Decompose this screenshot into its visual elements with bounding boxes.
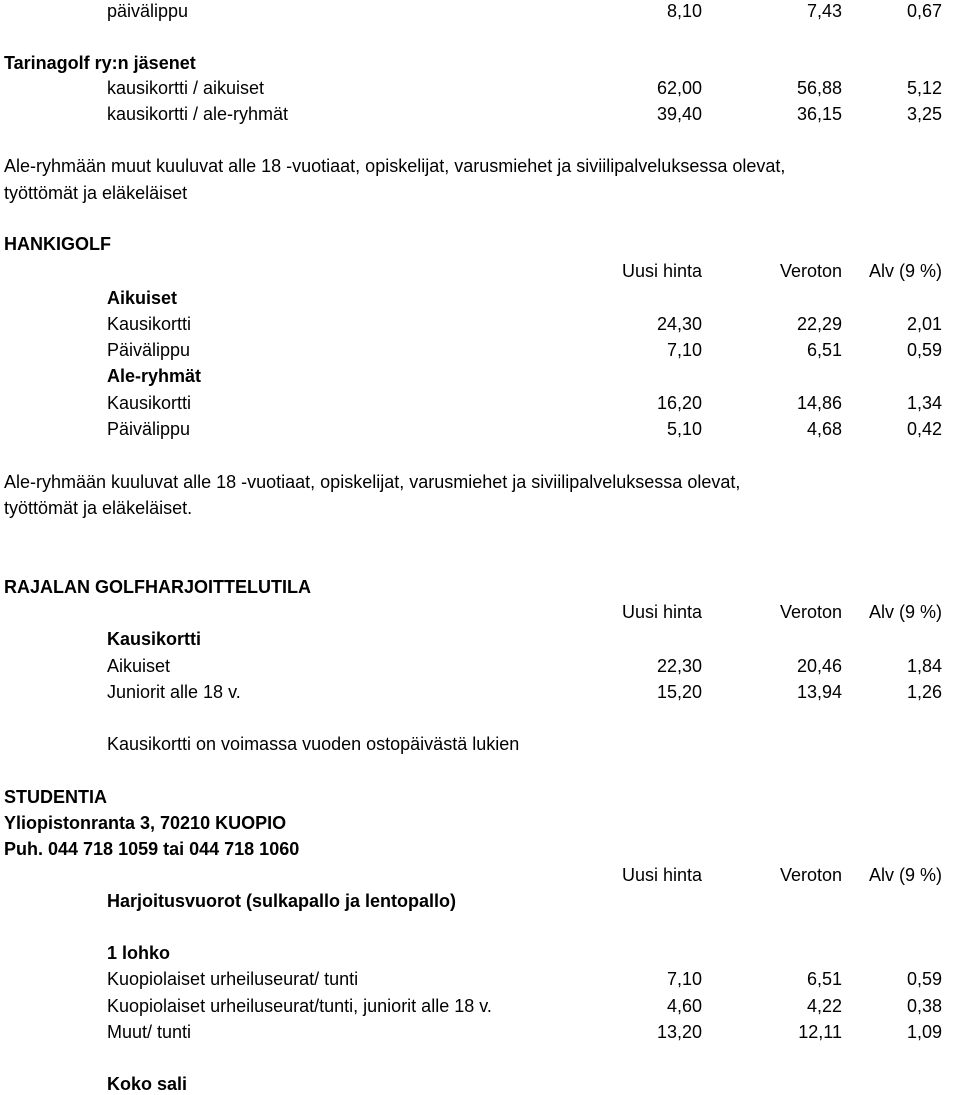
- price-cell: 20,46: [796, 656, 842, 676]
- price-cell: 12,11: [798, 1022, 842, 1042]
- row-label: kausikortti / aikuiset: [107, 78, 265, 98]
- section-heading: HANKIGOLF: [4, 234, 111, 254]
- price-cell: 13,20: [656, 1022, 702, 1042]
- price-cell: 14,86: [796, 393, 842, 413]
- price-cell: 4,60: [666, 996, 702, 1016]
- row-label: Päivälippu: [107, 419, 191, 439]
- price-cell: 24,30: [656, 314, 702, 334]
- row-label: päivälippu: [107, 1, 189, 21]
- price-cell: 4,22: [806, 996, 842, 1016]
- price-cell: 3,25: [906, 104, 942, 124]
- column-header: Uusi hinta: [621, 261, 702, 281]
- row-label: Kausikortti: [107, 314, 192, 334]
- price-cell: 1,26: [906, 682, 942, 702]
- column-header: Alv (9 %): [868, 602, 942, 622]
- section-heading: Kausikortti: [107, 629, 202, 649]
- section-heading: Tarinagolf ry:n jäsenet: [4, 53, 196, 73]
- column-header: Uusi hinta: [621, 602, 702, 622]
- section-heading: 1 lohko: [107, 943, 171, 963]
- section-heading: RAJALAN GOLFHARJOITTELUTILA: [4, 577, 311, 597]
- row-label: Aikuiset: [107, 656, 171, 676]
- section-heading: STUDENTIA: [4, 787, 107, 807]
- row-label: kausikortti / ale-ryhmät: [107, 104, 289, 124]
- price-cell: 16,20: [656, 393, 702, 413]
- column-header: Alv (9 %): [868, 865, 942, 885]
- section-heading: Aikuiset: [107, 288, 178, 308]
- price-cell: 1,09: [906, 1022, 942, 1042]
- row-label: Ale-ryhmään kuuluvat alle 18 -vuotiaat, opiskelijat, varusmiehet ja siviilipalveluksessa olevat,: [4, 472, 741, 492]
- price-cell: 22,29: [796, 314, 842, 334]
- row-label: Päivälippu: [107, 340, 191, 360]
- column-header: Veroton: [779, 865, 842, 885]
- row-label: työttömät ja eläkeläiset.: [4, 498, 193, 518]
- column-header: Alv (9 %): [868, 261, 942, 281]
- row-label: Juniorit alle 18 v.: [107, 682, 241, 702]
- price-cell: 36,15: [796, 104, 842, 124]
- price-cell: 1,34: [906, 393, 942, 413]
- price-cell: 6,51: [806, 969, 842, 989]
- price-cell: 13,94: [796, 682, 842, 702]
- price-cell: 4,68: [806, 419, 842, 439]
- price-cell: 7,10: [666, 340, 702, 360]
- price-cell: 8,10: [666, 1, 702, 21]
- price-cell: 39,40: [656, 104, 702, 124]
- column-header: Veroton: [779, 261, 842, 281]
- price-cell: 2,01: [906, 314, 942, 334]
- price-cell: 0,59: [906, 340, 942, 360]
- section-heading: Ale-ryhmät: [107, 366, 202, 386]
- price-cell: 5,12: [906, 78, 942, 98]
- price-cell: 56,88: [796, 78, 842, 98]
- row-label: Kuopiolaiset urheiluseurat/ tunti: [107, 969, 359, 989]
- row-label: Kuopiolaiset urheiluseurat/tunti, juniorit alle 18 v.: [107, 996, 492, 1016]
- price-cell: 7,43: [806, 1, 842, 21]
- row-label: Muut/ tunti: [107, 1022, 192, 1042]
- section-heading: Harjoitusvuorot (sulkapallo ja lentopallo): [107, 891, 457, 911]
- section-heading: Yliopistonranta 3, 70210 KUOPIO: [4, 813, 287, 833]
- price-cell: 22,30: [656, 656, 702, 676]
- price-cell: 62,00: [656, 78, 702, 98]
- column-header: Uusi hinta: [621, 865, 702, 885]
- row-label: Ale-ryhmään muut kuuluvat alle 18 -vuotiaat, opiskelijat, varusmiehet ja siviilipalveluksessa olevat,: [4, 156, 786, 176]
- price-cell: 1,84: [906, 656, 942, 676]
- section-heading: Koko sali: [107, 1074, 188, 1094]
- price-cell: 0,38: [906, 996, 942, 1016]
- row-label: Kausikortti on voimassa vuoden ostopäivästä lukien: [107, 734, 520, 754]
- price-cell: 7,10: [666, 969, 702, 989]
- price-cell: 15,20: [656, 682, 702, 702]
- price-cell: 0,42: [906, 419, 942, 439]
- row-label: työttömät ja eläkeläiset: [4, 183, 188, 203]
- price-cell: 5,10: [666, 419, 702, 439]
- price-cell: 6,51: [806, 340, 842, 360]
- column-header: Veroton: [779, 602, 842, 622]
- price-cell: 0,67: [906, 1, 942, 21]
- section-heading: Puh. 044 718 1059 tai 044 718 1060: [4, 839, 300, 859]
- price-cell: 0,59: [906, 969, 942, 989]
- row-label: Kausikortti: [107, 393, 192, 413]
